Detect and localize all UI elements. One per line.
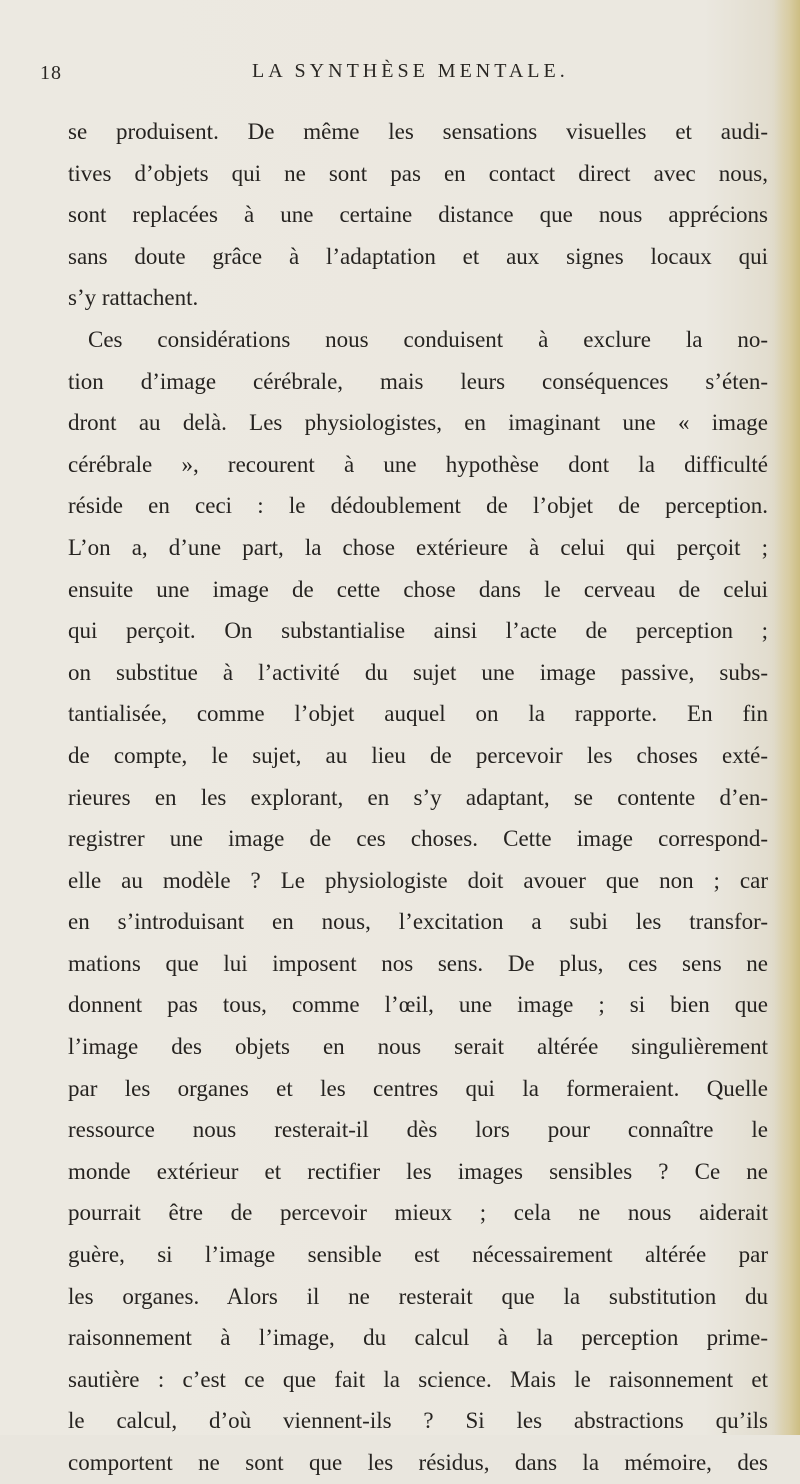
page-edge-stain (774, 0, 800, 1435)
text-line: réside en ceci : le dédoublement de l’objet de perception. (68, 493, 768, 519)
text-line: L’on a, d’une part, la chose extérieure à celui qui perçoit ; (68, 534, 768, 560)
text-line: Ces considérations nous conduisent à exclure la no- (88, 326, 768, 352)
text-line: les organes. Alors il ne resterait que la substitution du (68, 1283, 768, 1309)
text-line: se produisent. De même les sensations visuelles et audi- (68, 119, 768, 144)
text-line: rieures en les explorant, en s’y adaptant, se contente d’en- (68, 784, 768, 810)
text-line: guère, si l’image sensible est nécessairement altérée par (68, 1242, 768, 1268)
text-line: sautière : c’est ce que fait la science. Mais le raisonnement et (68, 1366, 768, 1392)
text-line: elle au modèle ? Le physiologiste doit avouer que non ; car (68, 867, 768, 893)
text-line: s’y rattachent. (68, 285, 199, 311)
text-line: qui perçoit. On substantialise ainsi l’acte de perception ; (68, 618, 768, 644)
text-line: l’image des objets en nous serait altérée singulièrement (68, 1034, 768, 1060)
text-line: on substitue à l’activité du sujet une image passive, subs- (68, 659, 768, 685)
running-title: LA SYNTHÈSE MENTALE. (252, 60, 569, 82)
body-text (68, 111, 768, 1484)
text-line: raisonnement à l’image, du calcul à la perception prime- (68, 1325, 768, 1351)
text-line: sont replacées à une certaine distance que nous apprécions (68, 202, 768, 228)
text-line: monde extérieur et rectifier les images sensibles ? Ce ne (68, 1158, 768, 1184)
text-line: par les organes et les centres qui la formeraient. Quelle (68, 1075, 768, 1101)
text-line: en s’introduisant en nous, l’excitation a subi les transfor- (68, 909, 768, 935)
text-line: le calcul, d’où viennent-ils ? Si les abstractions qu’ils (68, 1408, 768, 1434)
text-line: tion d’image cérébrale, mais leurs conséquences s’éten- (68, 368, 768, 394)
text-line: dront au delà. Les physiologistes, en imaginant une « image (68, 410, 768, 436)
text-line: registrer une image de ces choses. Cette image correspond- (68, 826, 768, 852)
text-line: sans doute grâce à l’adaptation et aux signes locaux qui (68, 243, 768, 269)
text-line: de compte, le sujet, au lieu de percevoir les choses exté- (68, 742, 768, 768)
text-line: donnent pas tous, comme l’œil, une image ; si bien que (68, 992, 768, 1018)
text-line: comportent ne sont que les résidus, dans la mémoire, des (68, 1450, 768, 1475)
text-line: ensuite une image de cette chose dans le cerveau de celui (68, 576, 768, 602)
page-number: 18 (40, 62, 62, 84)
text-line: tantialisée, comme l’objet auquel on la rapporte. En fin (68, 701, 768, 727)
text-line: ressource nous resterait-il dès lors pour connaître le (68, 1117, 768, 1143)
text-line: tives d’objets qui ne sont pas en contact direct avec nous, (68, 160, 768, 186)
text-line: pourrait être de percevoir mieux ; cela ne nous aiderait (68, 1200, 768, 1226)
text-line: cérébrale », recourent à une hypothèse dont la difficulté (68, 451, 768, 477)
text-line: mations que lui imposent nos sens. De plus, ces sens ne (68, 950, 768, 976)
